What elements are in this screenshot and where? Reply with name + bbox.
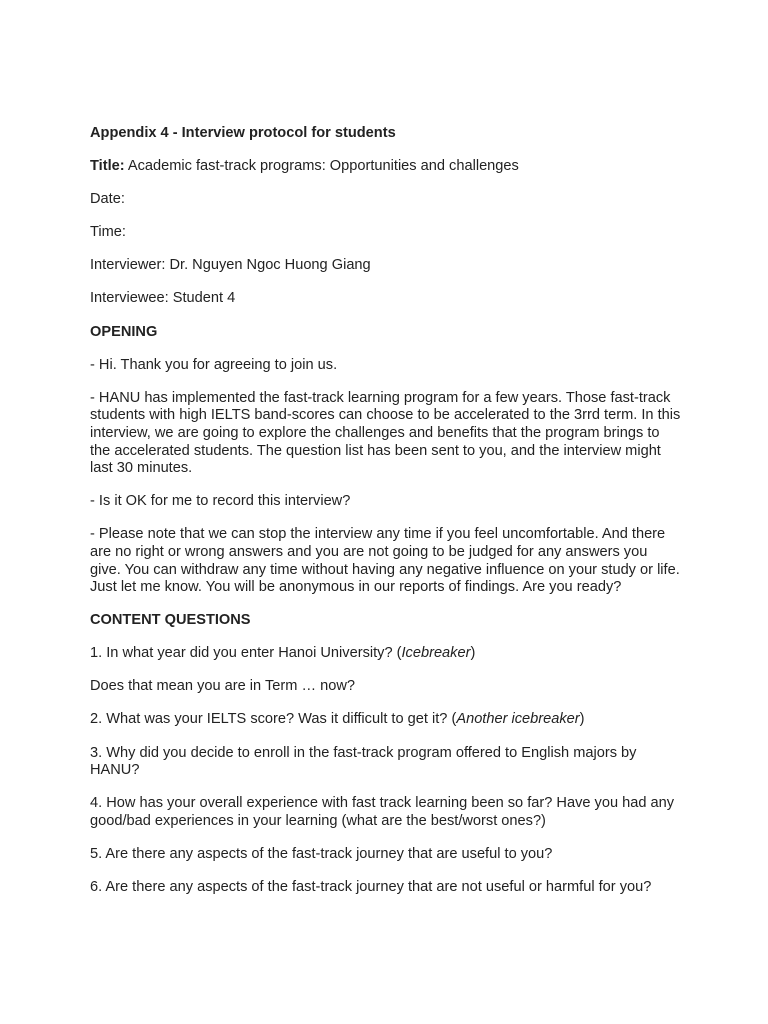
question-4: 4. How has your overall experience with fast track learning been so far? Have you had any good/bad experiences in your learning (what are the best/worst ones?) xyxy=(90,795,675,829)
question-5: 5. Are there any aspects of the fast-track journey that are useful to you? xyxy=(90,845,553,862)
interviewer-line: Interviewer: Dr. Nguyen Ngoc Huong Giang xyxy=(90,257,371,274)
opening-introduction: - HANU has implemented the fast-track learning program for a few years. Those fast-track students with high IELTS band-scores can choose to be accelerated to the 3rrd term. In this interview, we are going to explore the challenges and benefits that the program brings to the accelerated students. The question list has been sent to you, and the interview might last 30 minutes. xyxy=(90,389,681,477)
question-1-followup: Does that mean you are in Term … now? xyxy=(90,678,355,695)
question-2-text: 2. What was your IELTS score? Was it difficult to get it? ( xyxy=(90,711,457,728)
question-2-note: Another icebreaker xyxy=(456,711,580,728)
opening-greeting: - Hi. Thank you for agreeing to join us. xyxy=(90,356,338,373)
appendix-heading: Appendix 4 - Interview protocol for students xyxy=(90,125,396,141)
title-value: Academic fast-track programs: Opportunities and challenges xyxy=(124,158,519,175)
document-page xyxy=(90,125,682,912)
question-1-text: 1. In what year did you enter Hanoi University? ( xyxy=(90,645,402,662)
question-6: 6. Are there any aspects of the fast-track journey that are not useful or harmful for you? xyxy=(90,879,652,896)
date-line: Date: xyxy=(90,191,125,208)
question-1-close: ) xyxy=(470,645,476,662)
title-label: Title: xyxy=(90,158,125,175)
opening-record-consent: - Is it OK for me to record this interview? xyxy=(90,493,351,510)
opening-heading: OPENING xyxy=(90,323,158,340)
content-questions-heading: CONTENT QUESTIONS xyxy=(90,612,251,629)
question-2-close: ) xyxy=(579,711,585,728)
question-1-note: Icebreaker xyxy=(401,645,471,662)
title-line xyxy=(90,158,682,176)
opening-notice: - Please note that we can stop the interview any time if you feel uncomfortable. And there are no right or wrong answers and you are not going to be judged for any answers you give. You can withdraw any time without having any negative influence on your study or life. Just let me know. You will be anonymous in our reports of findings. Are you ready? xyxy=(90,526,680,596)
question-1 xyxy=(90,645,682,663)
interviewee-line: Interviewee: Student 4 xyxy=(90,290,236,307)
question-2 xyxy=(90,711,682,729)
question-3: 3. Why did you decide to enroll in the fast-track program offered to English majors by HANU? xyxy=(90,744,637,779)
time-line: Time: xyxy=(90,224,126,241)
